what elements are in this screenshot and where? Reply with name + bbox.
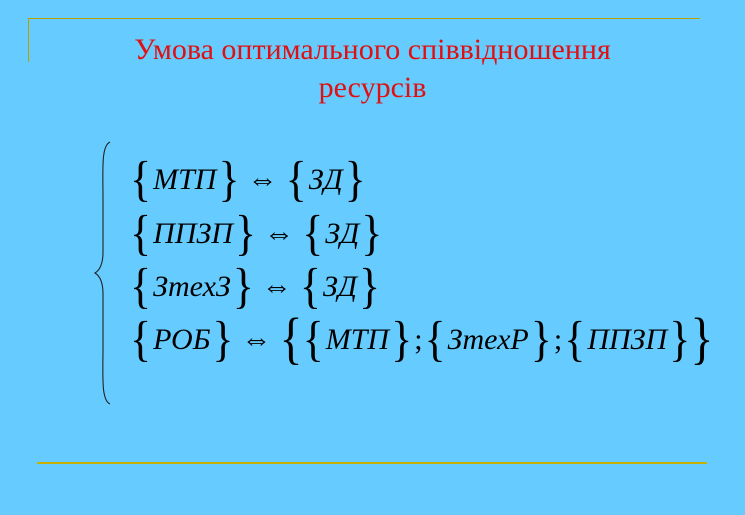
formula-3-left-term: ЗтехЗ (153, 270, 231, 303)
left-brace: { (285, 152, 307, 207)
equivalence-icon: ⇔ (247, 163, 278, 196)
left-brace: { (299, 259, 321, 314)
formula-3-right-term: ЗД (322, 270, 357, 303)
formula-4-set-term-2: ЗтехР (447, 323, 529, 356)
formula-4-set-term-3: ППЗП (587, 323, 668, 356)
outer-left-brace: { (279, 308, 303, 371)
left-brace: { (424, 312, 446, 367)
right-brace: } (234, 206, 257, 261)
formula-2-right-term: ЗД (325, 217, 360, 250)
title-line-1: Умова оптимального співвідношення (134, 33, 611, 66)
formula-row-4 (130, 308, 714, 371)
top-decoration-line (28, 18, 700, 19)
right-brace: } (212, 312, 234, 367)
system-brace (92, 140, 114, 406)
left-brace: { (302, 312, 324, 367)
left-brace: { (130, 152, 152, 207)
formula-1-left-term: МТП (153, 163, 217, 196)
formula-1-right-term: ЗД (308, 163, 343, 196)
right-brace: } (391, 312, 413, 367)
outer-right-brace: } (690, 308, 714, 371)
right-brace: } (218, 152, 240, 207)
right-brace: } (361, 206, 383, 261)
equivalence-icon: ⇔ (241, 323, 272, 356)
formula-row-2 (130, 206, 383, 261)
formula-row-3 (130, 259, 381, 314)
formula-row-1 (130, 152, 366, 207)
left-brace: { (564, 312, 586, 367)
semicolon-separator: ; (553, 323, 563, 356)
equivalence-icon: ⇔ (264, 217, 295, 250)
left-brace: { (130, 312, 152, 367)
equivalence-icon: ⇔ (261, 270, 292, 303)
semicolon-separator: ; (414, 323, 423, 356)
left-brace: { (130, 259, 152, 314)
left-decoration-line (28, 18, 29, 62)
right-brace: } (358, 259, 381, 314)
right-brace: } (232, 259, 254, 314)
slide-title (40, 31, 705, 107)
formula-2-left-term: ППЗП (153, 217, 233, 250)
left-brace: { (302, 206, 324, 261)
left-brace: { (130, 206, 152, 261)
right-brace: } (344, 152, 366, 207)
bottom-decoration-line (37, 462, 707, 464)
formula-4-set-term-1: МТП (325, 323, 390, 356)
formula-4-left-term: РОБ (153, 323, 211, 356)
title-line-2: ресурсів (318, 71, 427, 104)
right-brace: } (669, 312, 691, 367)
right-brace: } (530, 312, 552, 367)
